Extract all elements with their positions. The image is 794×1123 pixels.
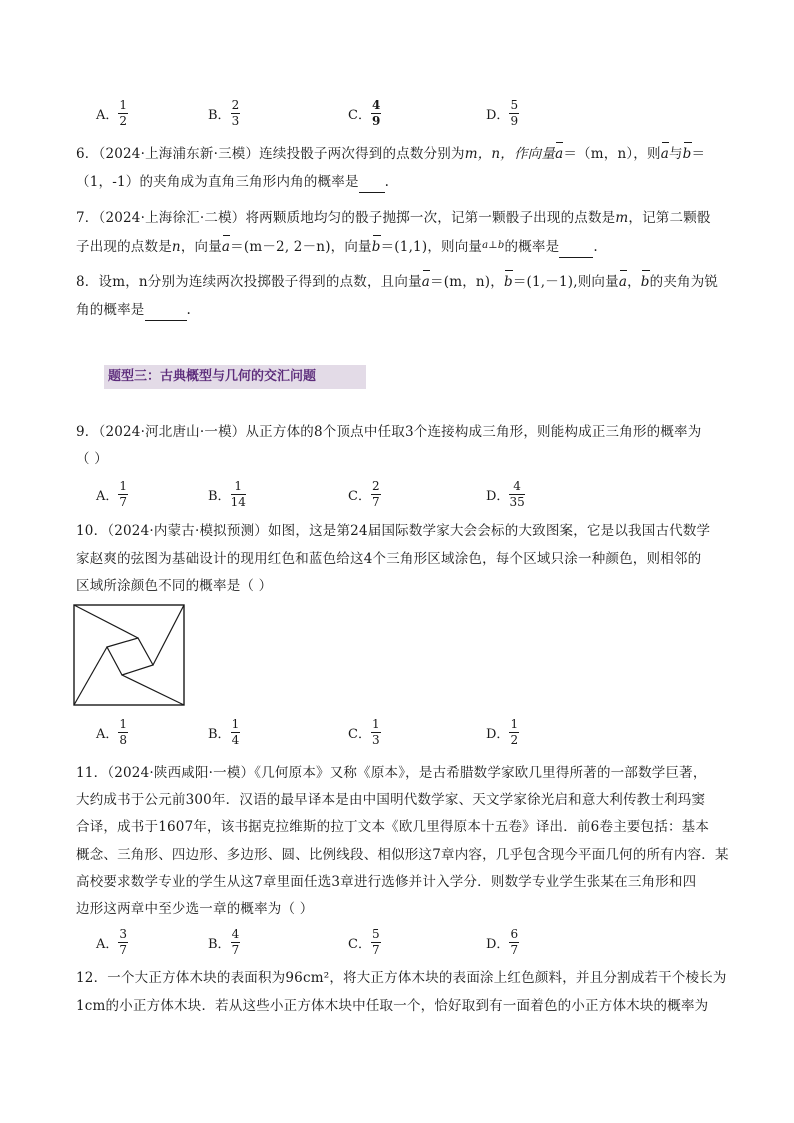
question-6-line-1: 6．（2024·上海浦东新·三模）连续投骰子两次得到的点数分别为m，n，作向量a＝（m，n），则a与b＝ — [76, 146, 706, 162]
question-9-line-2: （ ） — [76, 451, 108, 467]
zhao-shuang-diagram — [73, 604, 185, 706]
fraction: $\frac{1}{2}$ — [510, 717, 519, 747]
inner-square — [107, 638, 153, 675]
fraction: $\frac{5}{7}$ — [371, 927, 380, 957]
question-8-line-1: 8．设m，n分别为连续两次投掷骰子得到的点数，且向量a＝(m，n)，b＝(1,－1),则向量a，b的夹角为锐 — [76, 274, 719, 290]
option-b: B． $\frac{1}{14}$ — [208, 479, 246, 509]
option-d: D． $\frac{6}{7}$ — [486, 927, 519, 957]
answer-blank — [359, 172, 385, 193]
fraction: $\frac{1}{8}$ — [119, 717, 128, 747]
fraction: $\frac{6}{7}$ — [510, 927, 519, 957]
fraction: $\frac{4}{7}$ — [231, 927, 240, 957]
fraction: $\frac{1}{2}$ — [119, 98, 128, 128]
question-10-line-3: 区域所涂颜色不同的概率是（ ） — [76, 578, 273, 594]
fraction: $\frac{1}{3}$ — [371, 717, 380, 747]
question-11-line-2: 大约成书于公元前300年．汉语的最早译本是由中国明代数学家、天文学家徐光启和意大利传教士利玛窦 — [76, 792, 706, 808]
question-11-line-4: 概念、三角形、四边形、多边形、圆、比例线段、相似形这7章内容，几乎包含现今平面几何的所有内容．某 — [76, 847, 729, 863]
question-7-line-2: 子出现的点数是n，向量a＝(m－2, 2－n)，向量b＝(1,1)，则向量$^{a\perp b}$的概率是 . — [76, 236, 598, 258]
question-12-line-2: 1cm的小正方体木块．若从这些小正方体木块中任取一个，恰好取到有一面着色的小正方体木块的概率为 — [76, 998, 709, 1014]
option-b: B． $\frac{1}{4}$ — [208, 717, 240, 747]
question-7-line-1: 7．（2024·上海徐汇·二模）将两颗质地均匀的骰子抛掷一次，记第一颗骰子出现的点数是m，记第二颗骰 — [76, 210, 711, 226]
question-12-line-1: 12．一个大正方体木块的表面积为96cm²，将大正方体木块的表面涂上红色颜料，并且分割成若干个棱长为 — [76, 970, 727, 986]
option-d: D． $\frac{1}{2}$ — [486, 717, 519, 747]
option-d: D． $\frac{4}{35}$ — [486, 479, 525, 509]
question-11-line-3: 合译，成书于1607年，该书据克拉维斯的拉丁文本《欧几里得原本十五卷》译出．前6卷主要包括：基本 — [76, 819, 710, 835]
fraction: $\frac{4}{35}$ — [509, 479, 525, 509]
option-a: A． $\frac{3}{7}$ — [96, 927, 128, 957]
option-a: A． $\frac{1}{7}$ — [96, 479, 128, 509]
fraction: $\frac{1}{7}$ — [119, 479, 128, 509]
option-a: A． $\frac{1}{8}$ — [96, 717, 128, 747]
question-10-line-2: 家赵爽的弦图为基础设计的现用红色和蓝色给这4个三角形区域涂色，每个区域只涂一种颜色，则相邻的 — [76, 551, 702, 567]
fraction: $\frac{1}{4}$ — [231, 717, 240, 747]
option-b: B． $\frac{4}{7}$ — [208, 927, 240, 957]
fraction: $\frac{2}{3}$ — [231, 98, 240, 128]
triangle-edge — [122, 675, 184, 705]
answer-blank — [559, 237, 593, 258]
option-a: A． $\frac{1}{2}$ — [96, 98, 128, 128]
option-d: D． $\frac{5}{9}$ — [486, 98, 519, 128]
fraction: $\frac{3}{7}$ — [119, 927, 128, 957]
question-9-line-1: 9．（2024·河北唐山·一模）从正方体的8个顶点中任取3个连接构成三角形，则能构成正三角形的概率为 — [76, 424, 702, 440]
option-b: B． $\frac{2}{3}$ — [208, 98, 240, 128]
triangle-edge — [74, 647, 107, 705]
fraction: $\frac{4}{9}$ — [371, 98, 381, 128]
triangle-edge — [153, 605, 184, 665]
option-c: C． $\frac{4}{9}$ — [348, 98, 381, 128]
option-c: C． $\frac{1}{3}$ — [348, 717, 380, 747]
question-6-line-2: （1，-1）的夹角成为直角三角形内角的概率是 . — [76, 172, 389, 193]
question-11-line-6: 边形这两章中至少选一章的概率为（ ） — [76, 901, 314, 917]
question-10-line-1: 10．（2024·内蒙古·模拟预测）如图，这是第24届国际数学家大会会标的大致图案，它是以我国古代数学 — [76, 523, 711, 539]
question-11-line-1: 11．（2024·陕西咸阳·一模）《几何原本》又称《原本》，是古希腊数学家欧几里得所著的一部数学巨著， — [76, 765, 707, 781]
answer-blank — [145, 300, 187, 321]
section-header: 题型三：古典概型与几何的交汇问题 — [104, 365, 366, 389]
fraction: $\frac{5}{9}$ — [510, 98, 519, 128]
triangle-edge — [74, 605, 138, 638]
fraction: $\frac{1}{14}$ — [230, 479, 246, 509]
outer-square — [74, 605, 184, 705]
question-11-line-5: 高校要求数学专业的学生从这7章里面任选3章进行选修并计入学分．则数学专业学生张某在三角形和四 — [76, 874, 697, 890]
option-c: C． $\frac{5}{7}$ — [348, 927, 380, 957]
option-c: C． $\frac{2}{7}$ — [348, 479, 380, 509]
question-8-line-2: 角的概率是 . — [76, 300, 191, 321]
fraction: $\frac{2}{7}$ — [371, 479, 380, 509]
